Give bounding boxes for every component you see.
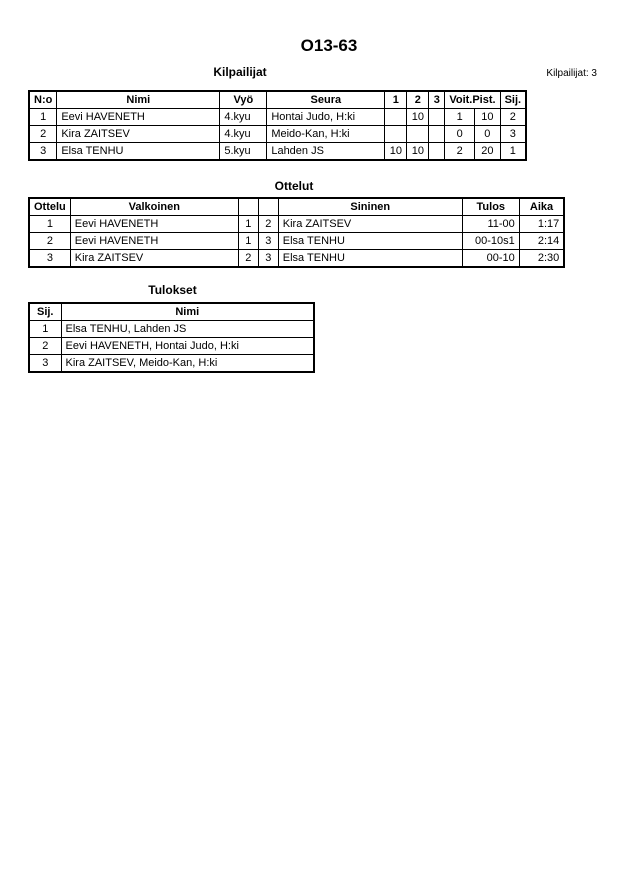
cell-match-no: 2: [29, 233, 70, 250]
cell-seura: Meido-Kan, H:ki: [267, 126, 385, 143]
cell-sij: 2: [500, 109, 526, 126]
cell-blue-number: 2: [258, 216, 278, 233]
col-header-score3: 3: [429, 91, 445, 109]
cell-white-name: Eevi HAVENETH: [70, 216, 238, 233]
cell-aika: 2:14: [519, 233, 564, 250]
cell-tulos: 00-10: [462, 250, 519, 268]
cell-score2: [407, 126, 429, 143]
tulokset-header-row: [29, 303, 314, 321]
cell-score3: [429, 126, 445, 143]
col-header-no: N:o: [29, 91, 57, 109]
cell-vyo: 4.kyu: [220, 126, 267, 143]
kilpailijat-table: [28, 90, 527, 161]
cell-match-no: 3: [29, 250, 70, 268]
col-header-aika: Aika: [519, 198, 564, 216]
col-header-blue-number: [258, 198, 278, 216]
cell-blue-name: Elsa TENHU: [278, 233, 462, 250]
cell-no: 2: [29, 126, 57, 143]
cell-nimi: Eevi HAVENETH: [57, 109, 220, 126]
section-heading-kilpailijat: Kilpailijat: [213, 65, 267, 79]
tulokset-row: [29, 355, 314, 373]
cell-sij: 3: [500, 126, 526, 143]
cell-pist: 0: [475, 126, 501, 143]
cell-pist: 10: [475, 109, 501, 126]
cell-score3: [429, 143, 445, 161]
cell-score2: 10: [407, 143, 429, 161]
ottelut-row: [29, 233, 564, 250]
ottelut-table: [28, 197, 565, 268]
col-header-tulos: Tulos: [462, 198, 519, 216]
cell-white-number: 1: [238, 216, 258, 233]
cell-tulos: 00-10s1: [462, 233, 519, 250]
cell-nimi: Kira ZAITSEV: [57, 126, 220, 143]
cell-no: 1: [29, 109, 57, 126]
cell-pist: 20: [475, 143, 501, 161]
page-title: O13-63: [300, 36, 358, 55]
cell-score1: 10: [385, 143, 407, 161]
cell-sij: 1: [500, 143, 526, 161]
kilpailijat-header-row: [29, 91, 526, 109]
cell-aika: 1:17: [519, 216, 564, 233]
col-header-score1: 1: [385, 91, 407, 109]
kilpailijat-row: [29, 109, 526, 126]
cell-tulos: 11-00: [462, 216, 519, 233]
ottelut-header-row: [29, 198, 564, 216]
kilpailijat-row: [29, 126, 526, 143]
cell-match-no: 1: [29, 216, 70, 233]
cell-nimi: Eevi HAVENETH, Hontai Judo, H:ki: [61, 338, 314, 355]
col-header-sininen: Sininen: [278, 198, 462, 216]
cell-voit: 0: [445, 126, 475, 143]
col-header-nimi: Nimi: [57, 91, 220, 109]
col-header-nimi: Nimi: [61, 303, 314, 321]
section-heading-tulokset: Tulokset: [148, 283, 197, 297]
col-header-sij: Sij.: [500, 91, 526, 109]
cell-score2: 10: [407, 109, 429, 126]
col-header-sij: Sij.: [29, 303, 61, 321]
col-header-valkoinen: Valkoinen: [70, 198, 238, 216]
tulokset-row: [29, 321, 314, 338]
cell-white-number: 2: [238, 250, 258, 268]
section-heading-ottelut: Ottelut: [274, 179, 314, 193]
cell-sij: 1: [29, 321, 61, 338]
cell-no: 3: [29, 143, 57, 161]
cell-vyo: 5.kyu: [220, 143, 267, 161]
cell-voit: 2: [445, 143, 475, 161]
ottelut-row: [29, 216, 564, 233]
ottelut-row: [29, 250, 564, 268]
col-header-seura: Seura: [267, 91, 385, 109]
cell-blue-name: Kira ZAITSEV: [278, 216, 462, 233]
col-header-score2: 2: [407, 91, 429, 109]
cell-score1: [385, 109, 407, 126]
cell-sij: 3: [29, 355, 61, 373]
cell-white-name: Kira ZAITSEV: [70, 250, 238, 268]
cell-nimi: Elsa TENHU, Lahden JS: [61, 321, 314, 338]
cell-blue-number: 3: [258, 250, 278, 268]
col-header-ottelu: Ottelu: [29, 198, 70, 216]
cell-white-name: Eevi HAVENETH: [70, 233, 238, 250]
competitors-count-label: Kilpailijat: 3: [546, 68, 597, 79]
tulokset-row: [29, 338, 314, 355]
cell-sij: 2: [29, 338, 61, 355]
cell-vyo: 4.kyu: [220, 109, 267, 126]
col-header-white-number: [238, 198, 258, 216]
cell-white-number: 1: [238, 233, 258, 250]
tulokset-table: [28, 302, 315, 373]
cell-voit: 1: [445, 109, 475, 126]
cell-blue-number: 3: [258, 233, 278, 250]
col-header-voit-pist: Voit.Pist.: [445, 91, 500, 109]
col-header-vyo: Vyö: [220, 91, 267, 109]
cell-nimi: Elsa TENHU: [57, 143, 220, 161]
cell-nimi: Kira ZAITSEV, Meido-Kan, H:ki: [61, 355, 314, 373]
kilpailijat-row: [29, 143, 526, 161]
cell-seura: Hontai Judo, H:ki: [267, 109, 385, 126]
cell-blue-name: Elsa TENHU: [278, 250, 462, 268]
cell-score1: [385, 126, 407, 143]
cell-aika: 2:30: [519, 250, 564, 268]
cell-score3: [429, 109, 445, 126]
cell-seura: Lahden JS: [267, 143, 385, 161]
